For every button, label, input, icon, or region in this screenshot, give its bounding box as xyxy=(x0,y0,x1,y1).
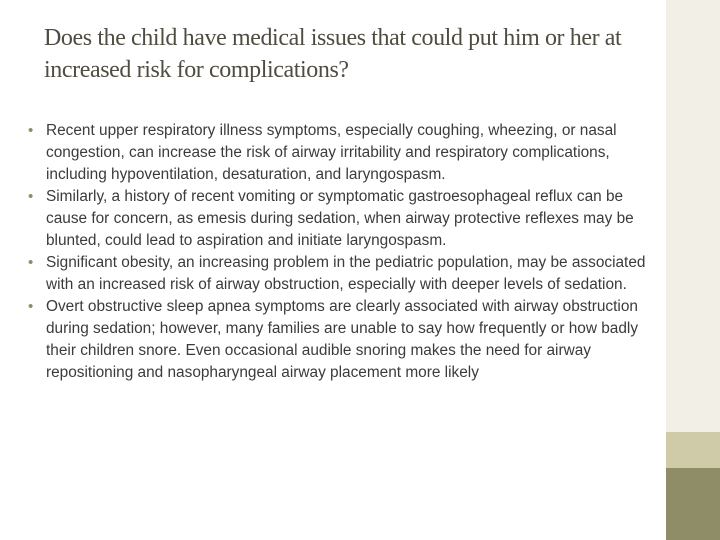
slide-title: Does the child have medical issues that could put him or her at increased risk for complications? xyxy=(44,25,622,83)
bullet-text: Significant obesity, an increasing problem in the pediatric population, may be associated with an increased risk of airway obstruction, especially with deeper levels of sedation. xyxy=(46,254,646,293)
side-accent-block-dark xyxy=(666,468,720,540)
bullet-text: Similarly, a history of recent vomiting or symptomatic gastroesophageal reflux can be cause for concern, as emesis during sedation, when airway protective reflexes may be blunted, could lead to aspiration and initiate laryngospasm. xyxy=(46,188,634,249)
bullet-list xyxy=(28,120,658,384)
bullet-text: Overt obstructive sleep apnea symptoms are clearly associated with airway obstruction during sedation; however, many families are unable to say how frequently or how badly their children snore. Even occasional audible snoring makes the need for airway repositioning and nasopharyngeal airway placement more likely xyxy=(46,298,639,381)
bullet-icon: • xyxy=(28,298,34,315)
bullet-item xyxy=(28,186,658,252)
bullet-icon: • xyxy=(28,188,34,205)
bullet-text: Recent upper respiratory illness symptoms, especially coughing, wheezing, or nasal congestion, can increase the risk of airway irritability and respiratory complications, including hypoventilation, desaturation, and laryngospasm. xyxy=(46,122,617,183)
side-accent-block-light xyxy=(666,432,720,468)
bullet-item xyxy=(28,296,658,384)
bullet-item xyxy=(28,120,658,186)
bullet-icon: • xyxy=(28,122,34,139)
bullet-icon: • xyxy=(28,254,34,271)
bullet-item xyxy=(28,252,658,296)
